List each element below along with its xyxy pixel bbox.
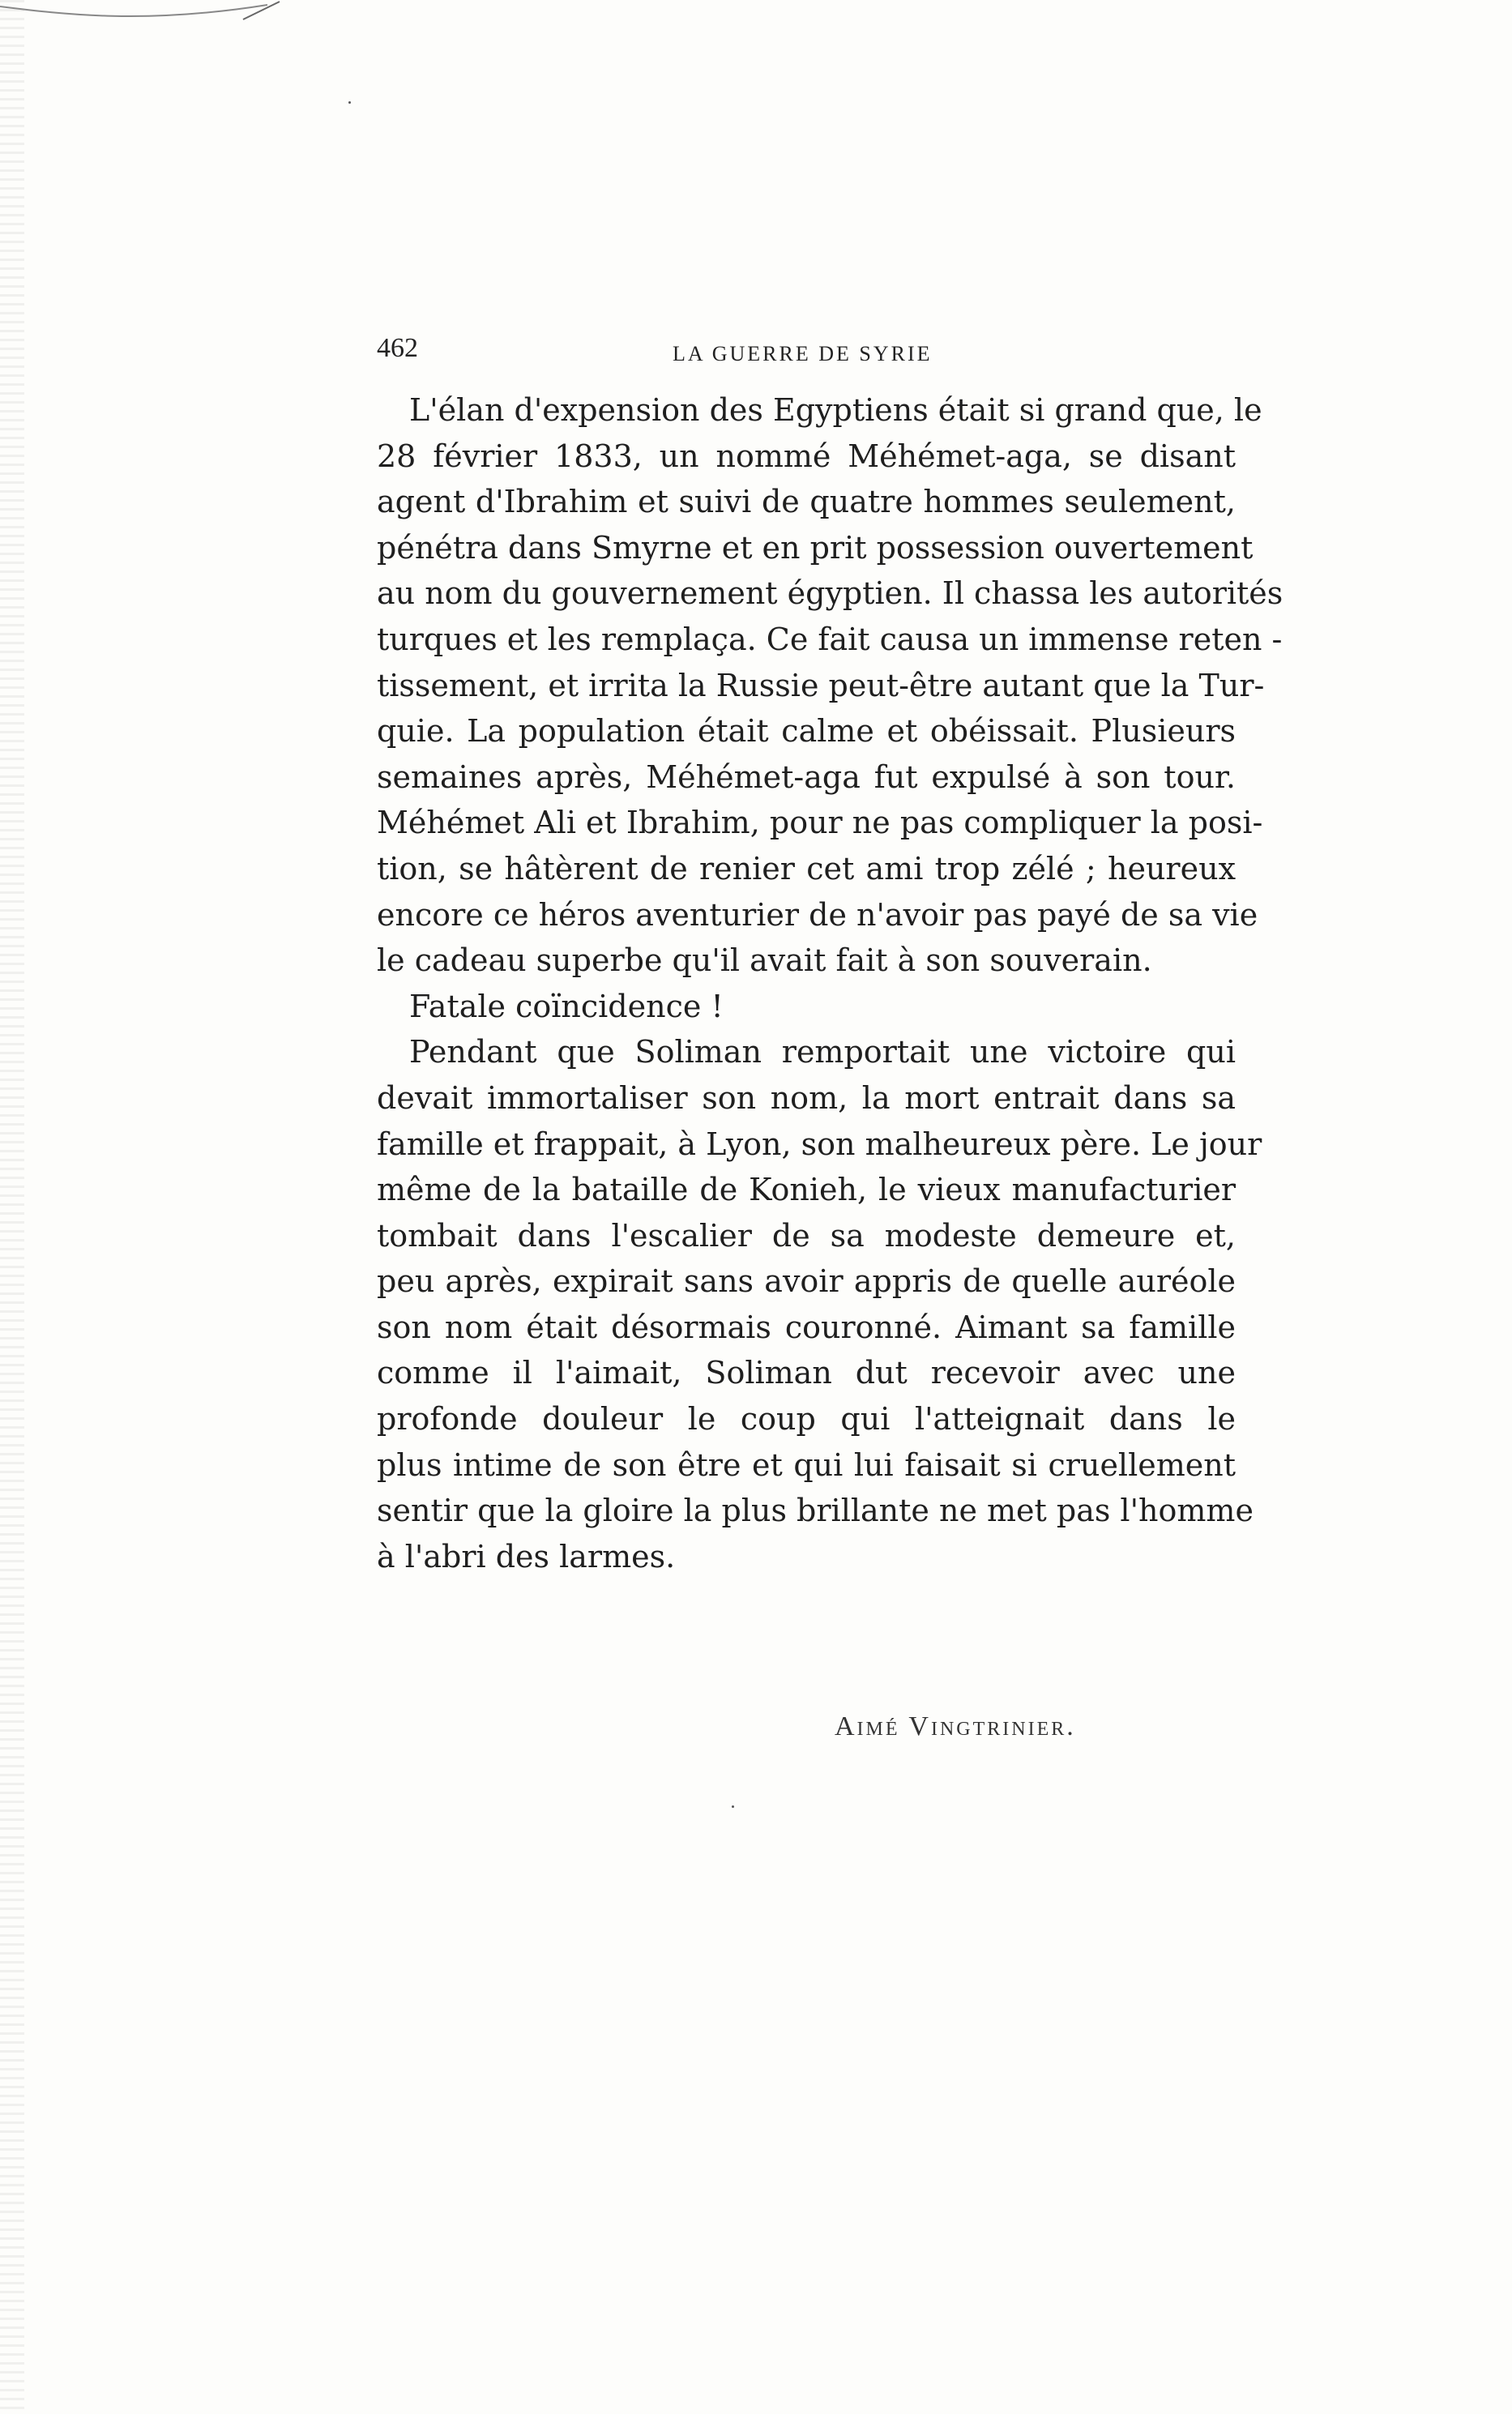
text-line: peu après, expirait sans avoir appris de quelle auréole	[377, 1263, 1236, 1300]
text-line: au nom du gouvernement égyptien. Il chassa les autorités	[377, 575, 1283, 612]
text-line: famille et frappait, à Lyon, son malheureux père. Le jour	[377, 1126, 1262, 1162]
text-line: semaines après, Méhémet-aga fut expulsé à son tour.	[377, 758, 1236, 795]
page-header	[377, 332, 1236, 381]
body-text	[377, 387, 1283, 1579]
text-line: tissement, et irrita la Russie peut-être autant que la Tur-	[377, 667, 1265, 703]
page-number: 462	[377, 333, 418, 363]
text-line: Pendant que Soliman remportait une victoire qui	[409, 1034, 1236, 1070]
scan-edge-noise	[0, 0, 24, 2414]
text-line: même de la bataille de Konieh, le vieux manufacturier	[377, 1172, 1236, 1208]
text-line: tombait dans l'escalier de sa modeste demeure et,	[377, 1217, 1236, 1254]
scan-speck	[348, 101, 351, 104]
text-line: tion, se hâtèrent de renier cet ami trop zélé ; heureux	[377, 850, 1236, 887]
text-line: sentir que la gloire la plus brillante ne met pas l'homme	[377, 1493, 1254, 1529]
text-line: comme il l'aimait, Soliman dut recevoir avec une	[377, 1355, 1236, 1391]
text-line: son nom était désormais couronné. Aimant sa famille	[377, 1309, 1236, 1345]
text-line: pénétra dans Smyrne et en prit possession ouvertement	[377, 529, 1254, 566]
scan-speck	[732, 1805, 734, 1808]
text-line: agent d'Ibrahim et suivi de quatre hommes seulement,	[377, 484, 1236, 520]
author-signature: Aimé Vingtrinier.	[835, 1711, 1076, 1741]
text-line: encore ce héros aventurier de n'avoir pas payé de sa vie	[377, 896, 1258, 933]
text-line: Méhémet Ali et Ibrahim, pour ne pas compliquer la posi-	[377, 805, 1263, 841]
text-line: le cadeau superbe qu'il avait fait à son souverain.	[377, 942, 1152, 979]
running-head: LA GUERRE DE SYRIE	[673, 342, 933, 365]
text-line: turques et les remplaça. Ce fait causa un immense reten -	[377, 621, 1283, 657]
text-line: devait immortaliser son nom, la mort entrait dans sa	[377, 1079, 1236, 1116]
text-line: Fatale coïncidence !	[409, 988, 724, 1024]
text-line: quie. La population était calme et obéissait. Plusieurs	[377, 713, 1236, 750]
scan-scratch-mark	[0, 0, 292, 36]
text-line: L'élan d'expension des Egyptiens était si grand que, le	[409, 392, 1262, 428]
text-line: plus intime de son être et qui lui faisait si cruellement	[377, 1446, 1236, 1483]
text-line: 28 février 1833, un nommé Méhémet-aga, se disant	[377, 438, 1236, 474]
text-line: à l'abri des larmes.	[377, 1538, 676, 1574]
text-line: profonde douleur le coup qui l'atteignait dans le	[377, 1401, 1236, 1438]
